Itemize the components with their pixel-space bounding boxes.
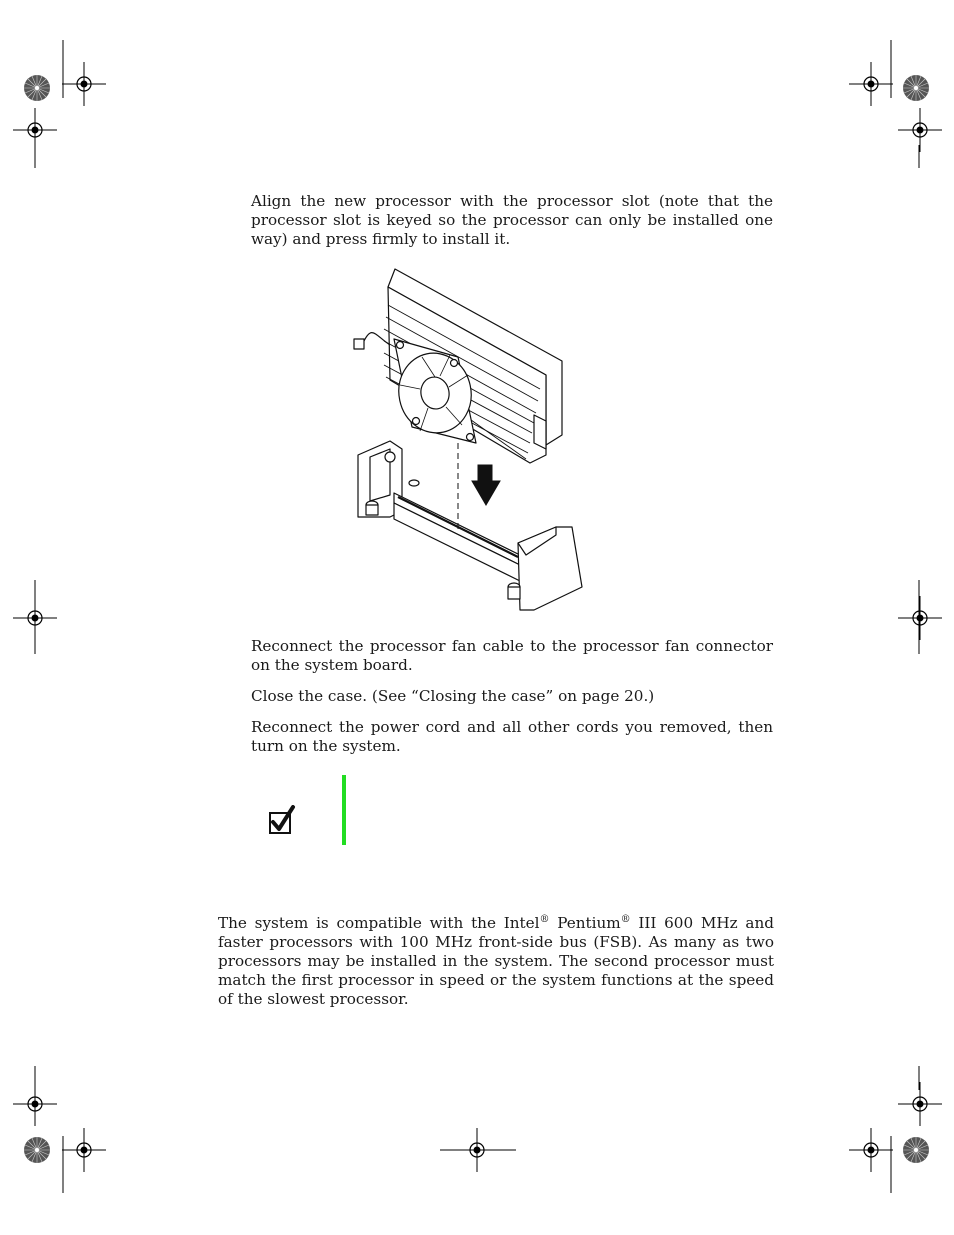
step-reconnect-fan-cable: Reconnect the processor fan cable to the processor fan connector on the system board. (251, 637, 773, 674)
compat-text-3: III 600 MHz and faster processors with 100 MHz front-side bus (FSB). As many as two processors may be installed in the system. The second processor must match the first processor in speed or the system functions at the speed of the slowest processor. (218, 914, 774, 1008)
processor-compatibility-text (218, 914, 774, 1009)
starburst-target-mark (23, 74, 51, 102)
compat-text-2: Pentium (549, 914, 621, 932)
starburst-target-mark (902, 1136, 930, 1164)
starburst-target-mark (902, 74, 930, 102)
registered-mark: ® (539, 913, 550, 925)
processor-installation-illustration (350, 265, 590, 620)
step-close-case: Close the case. (See “Closing the case” on page 20.) (251, 687, 655, 705)
step-align-processor: Align the new processor with the processor slot (note that the processor slot is keyed so the processor can only be installed one way) and press firmly to install it. (251, 192, 773, 248)
step-reconnect-power: Reconnect the power cord and all other cords you removed, then turn on the system. (251, 718, 773, 755)
compat-text-1: The system is compatible with the Intel (218, 914, 540, 932)
starburst-target-mark (23, 1136, 51, 1164)
registered-mark: ® (620, 913, 631, 925)
note-bar (342, 775, 346, 845)
checkmark-note-icon (268, 805, 296, 835)
